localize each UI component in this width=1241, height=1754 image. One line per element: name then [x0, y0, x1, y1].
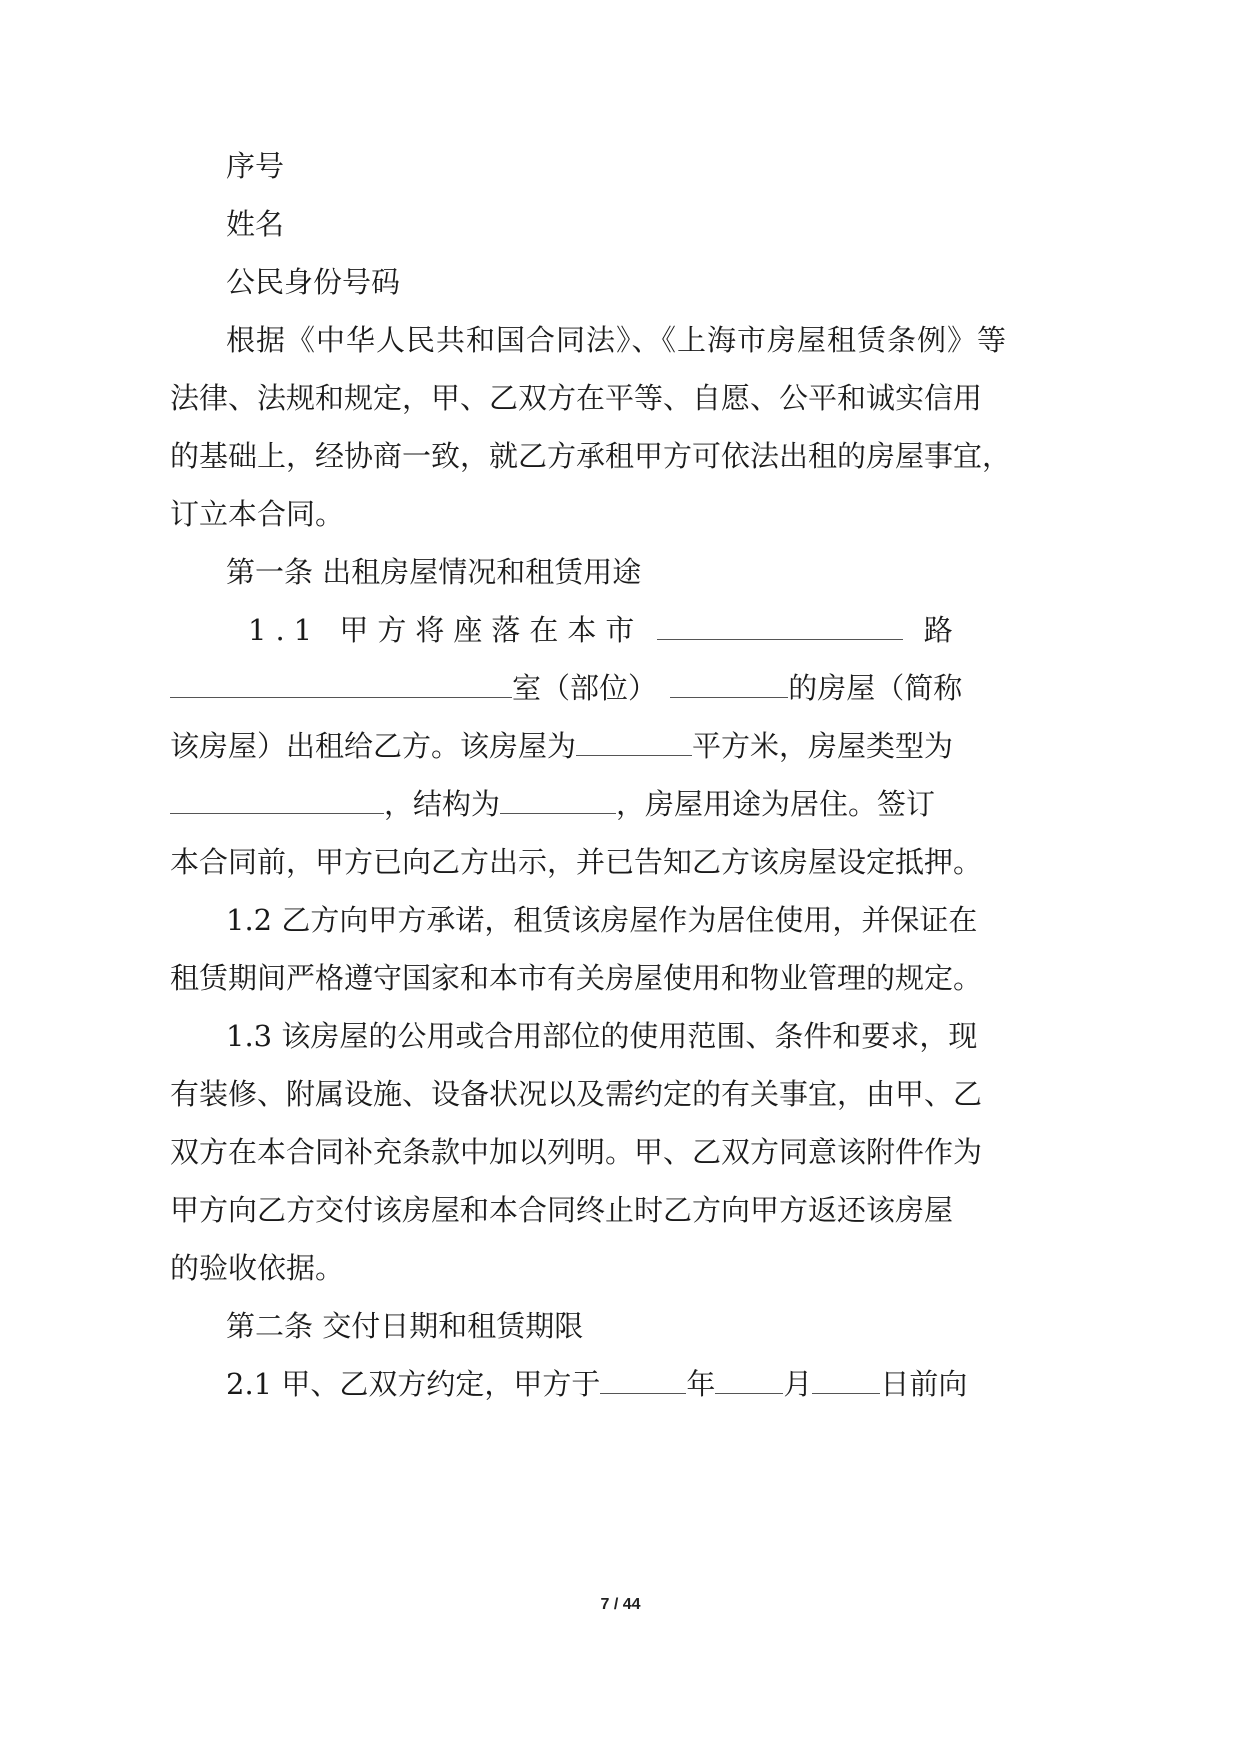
- field-label-id-number: 公民身份号码: [226, 265, 401, 299]
- clause-1-1-line-4: [170, 784, 940, 824]
- area-suffix: 平方米，房屋类型为: [692, 729, 954, 763]
- structure-prefix: ，结构为: [384, 787, 501, 821]
- day-blank[interactable]: [812, 1367, 880, 1394]
- clause-1-3-line-4: 甲方向乙方交付该房屋和本合同终止时乙方向甲方返还该房屋: [170, 1193, 954, 1227]
- page-number: 7 / 44: [600, 1596, 641, 1613]
- day-suffix: 日前向: [880, 1367, 968, 1401]
- position-blank[interactable]: [670, 671, 788, 698]
- house-label: 的房屋（简称: [788, 671, 963, 705]
- clause-1-3-line-3: 双方在本合同补充条款中加以列明。甲、乙双方同意该附件作为: [170, 1135, 983, 1169]
- article-1-title: 第一条 出租房屋情况和租赁用途: [226, 555, 642, 589]
- month-blank[interactable]: [715, 1367, 783, 1394]
- room-label: 室（部位）: [512, 671, 658, 705]
- year-blank[interactable]: [600, 1367, 686, 1394]
- structure-blank[interactable]: [500, 787, 616, 814]
- road-label: 路: [923, 613, 953, 647]
- area-blank[interactable]: [576, 729, 692, 756]
- clause-1-2-line-1: 1.2 乙方向甲方承诺，租赁该房屋作为居住使用，并保证在: [226, 903, 978, 937]
- preamble-line-1: 根据《中华人民共和国合同法》、《上海市房屋租赁条例》等: [226, 323, 1008, 357]
- year-label: 年: [686, 1367, 716, 1401]
- area-prefix: 该房屋）出租给乙方。该房屋为: [170, 729, 577, 763]
- clause-2-1-line-1: [226, 1364, 968, 1404]
- clause-1-1-line-1: [248, 610, 953, 650]
- preamble-line-3: 的基础上，经协商一致，就乙方承租甲方可依法出租的房屋事宜，: [170, 439, 1012, 473]
- clause-1-2-line-2: 租赁期间严格遵守国家和本市有关房屋使用和物业管理的规定。: [170, 961, 983, 995]
- clause-1-3-line-1: 1.3 该房屋的公用或合用部位的使用范围、条件和要求，现: [226, 1019, 978, 1053]
- structure-suffix: ，房屋用途为居住。签订: [616, 787, 936, 821]
- month-label: 月: [783, 1367, 813, 1401]
- clause-1-3-line-5: 的验收依据。: [170, 1251, 345, 1285]
- clause-2-1-prefix: 2.1 甲、乙双方约定，甲方于: [226, 1367, 601, 1401]
- road-blank[interactable]: [657, 613, 903, 640]
- field-label-serial: 序号: [226, 149, 285, 183]
- field-label-name: 姓名: [226, 207, 285, 241]
- clause-1-1-line-5: 本合同前，甲方已向乙方出示，并已告知乙方该房屋设定抵押。: [170, 845, 983, 879]
- clause-1-1-line-2: [170, 668, 963, 708]
- preamble-line-2: 法律、法规和规定，甲、乙双方在平等、自愿、公平和诚实信用: [170, 381, 983, 415]
- clause-1-1-line-3: [170, 726, 954, 766]
- room-blank[interactable]: [170, 671, 512, 698]
- house-type-blank[interactable]: [170, 787, 384, 814]
- clause-1-1-text: 1.1 甲方将座落在本市: [248, 613, 644, 647]
- preamble-line-4: 订立本合同。: [170, 497, 345, 531]
- clause-1-3-line-2: 有装修、附属设施、设备状况以及需约定的有关事宜，由甲、乙: [170, 1077, 983, 1111]
- article-2-title: 第二条 交付日期和租赁期限: [226, 1309, 584, 1343]
